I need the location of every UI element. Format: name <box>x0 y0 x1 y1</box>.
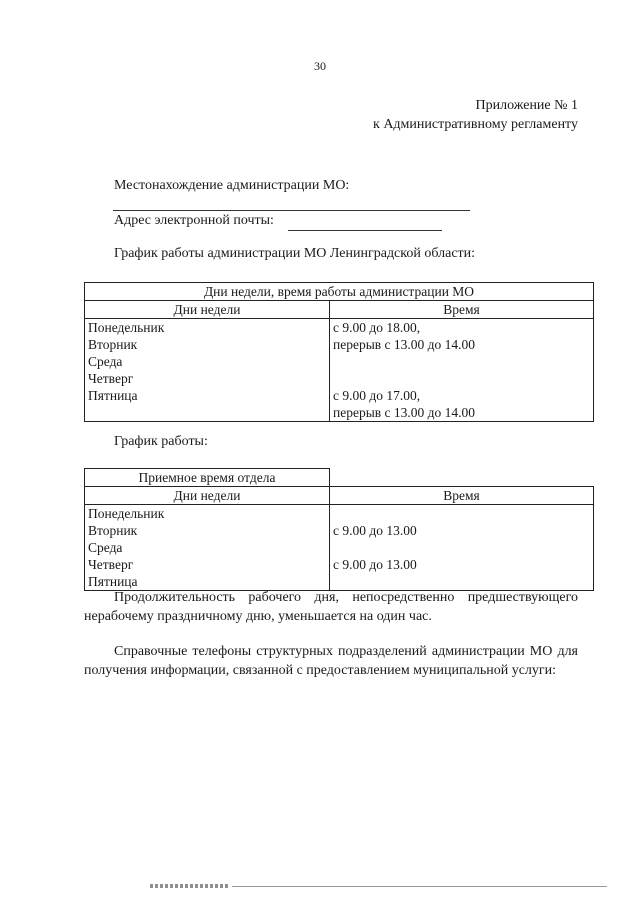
admin-time: перерыв с 13.00 до 14.00 <box>333 405 476 420</box>
admin-schedule-table <box>84 282 594 422</box>
reception-time <box>333 505 590 522</box>
admin-times-cell <box>330 319 594 422</box>
admin-time: с 9.00 до 18.00, <box>333 320 421 335</box>
admin-time: перерыв с 13.00 до 14.00 <box>333 337 476 352</box>
location-label: Местонахождение администрации МО: <box>114 178 350 193</box>
admin-day: Понедельник <box>88 320 165 335</box>
reception-days-cell <box>85 505 330 591</box>
reception-time <box>333 539 590 556</box>
admin-time: с 9.00 до 17.00, <box>333 388 421 403</box>
appendix-number: Приложение № 1 <box>475 98 578 113</box>
reception-col-time: Время <box>330 487 594 505</box>
email-label: Адрес электронной почты: <box>114 213 274 228</box>
reception-times-cell <box>330 505 594 591</box>
appendix-header <box>373 96 578 134</box>
reception-time: с 9.00 до 13.00 <box>333 523 417 538</box>
scan-edge-line <box>232 886 607 887</box>
admin-time <box>333 370 590 387</box>
page-number: 30 <box>314 59 326 73</box>
workday-paragraph: Продолжительность рабочего дня, непосредственно предшествующего нерабочему праздничному дню, уменьшается на один час. <box>84 590 578 624</box>
reception-day: Четверг <box>88 557 134 572</box>
appendix-reference: к Административному регламенту <box>373 117 578 132</box>
reception-day: Понедельник <box>88 506 165 521</box>
admin-day: Пятница <box>88 388 138 403</box>
reception-schedule-heading: График работы: <box>114 434 208 449</box>
email-blank-line <box>288 230 442 231</box>
admin-table-title: Дни недели, время работы администрации МО <box>85 283 594 301</box>
admin-schedule-heading: График работы администрации МО Ленинградской области: <box>114 246 476 261</box>
reception-day: Среда <box>88 540 123 555</box>
admin-days-cell <box>85 319 330 422</box>
admin-time <box>333 353 590 370</box>
admin-day: Среда <box>88 354 123 369</box>
reception-title-blank <box>330 469 594 487</box>
location-blank-line <box>113 210 470 211</box>
phones-paragraph: Справочные телефоны структурных подразделений администрации МО для получения информации, связанной с предоставлением муниципальной услуги: <box>84 644 578 678</box>
scan-artifact <box>150 884 230 888</box>
admin-day: Вторник <box>88 337 138 352</box>
admin-day: Четверг <box>88 371 134 386</box>
reception-day: Пятница <box>88 574 138 589</box>
reception-table-title: Приемное время отдела <box>85 469 330 487</box>
admin-col-time: Время <box>330 301 594 319</box>
admin-col-days: Дни недели <box>85 301 330 319</box>
reception-col-days: Дни недели <box>85 487 330 505</box>
reception-schedule-table <box>84 468 594 591</box>
reception-time: с 9.00 до 13.00 <box>333 557 417 572</box>
reception-day: Вторник <box>88 523 138 538</box>
